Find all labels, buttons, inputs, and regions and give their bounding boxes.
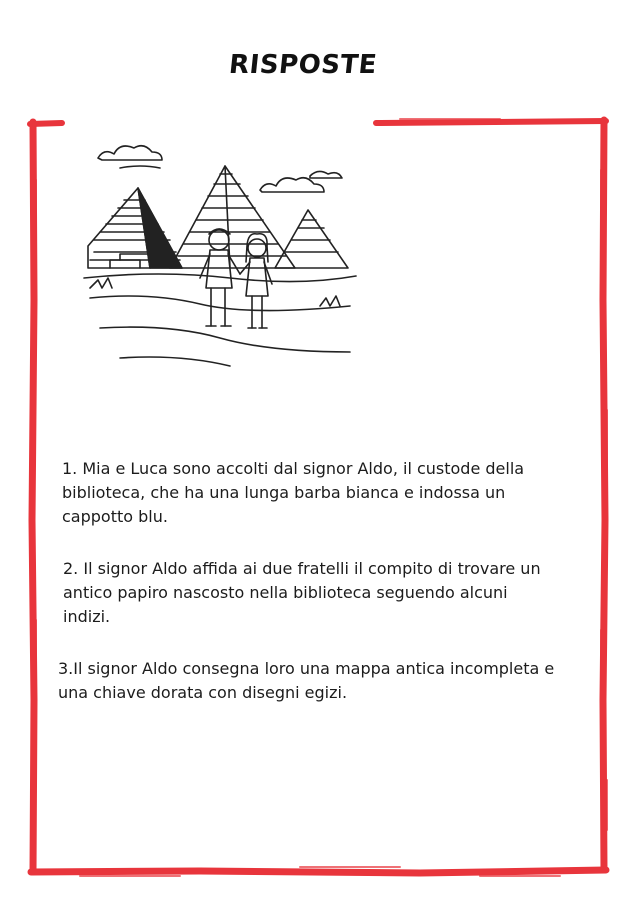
- answer-3: 3.Il signor Aldo consegna loro una mappa antica incompleta e una chiave dorata con disegni egizi.: [58, 659, 555, 702]
- page-title: RISPOSTE: [227, 50, 379, 80]
- pyramids-children-drawing-icon: [80, 128, 360, 383]
- answer-2: 2. Il signor Aldo affida ai due fratelli il compito di trovare un antico papiro nascosto nella biblioteca seguendo alcuni indizi.: [63, 559, 541, 626]
- answer-1: 1. Mia e Luca sono accolti dal signor Aldo, il custode della biblioteca, che ha una lunga barba bianca e indossa un cappotto blu.: [62, 459, 525, 526]
